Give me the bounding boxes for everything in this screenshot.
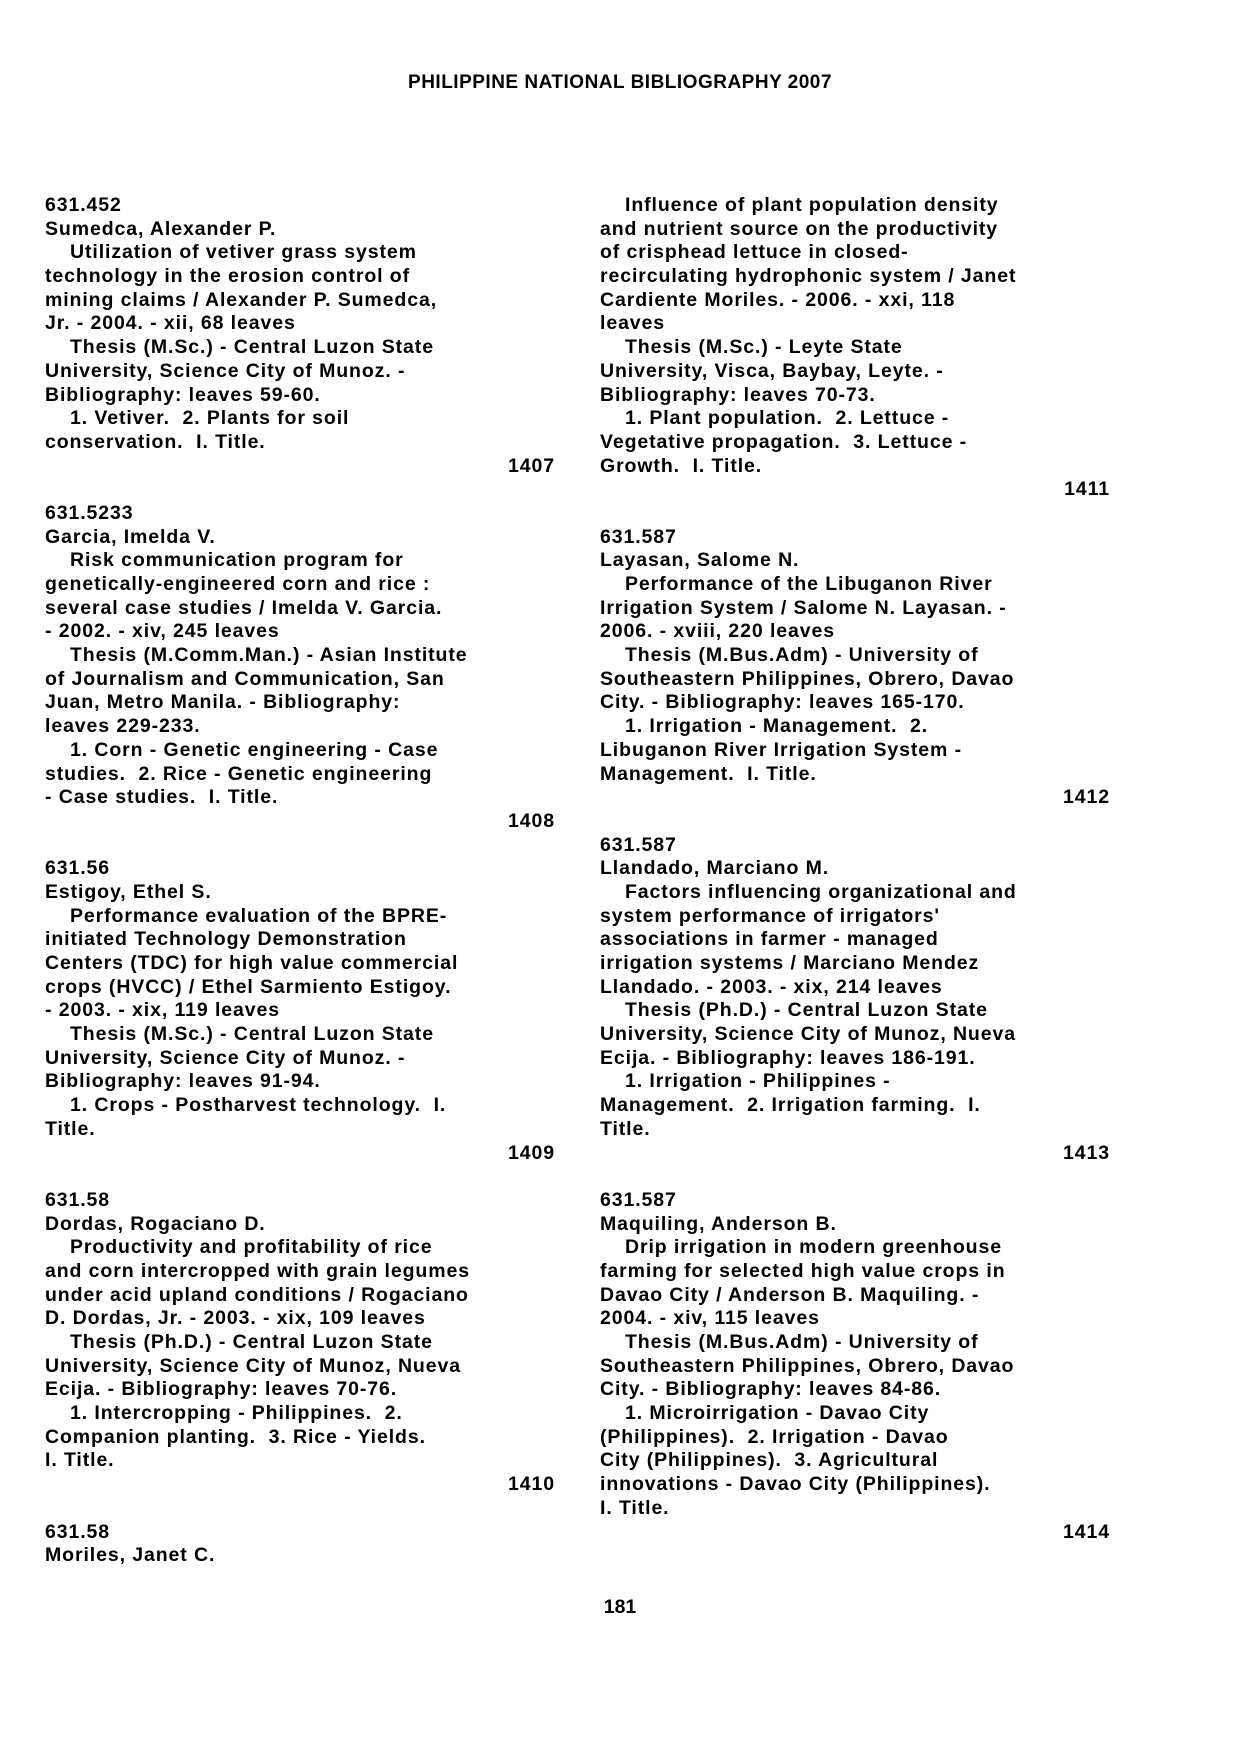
entry-line: Garcia, Imelda V. <box>45 525 216 548</box>
entry-line: Ecija. - Bibliography: leaves 186-191. <box>600 1046 976 1069</box>
entry-line: Cardiente Moriles. - 2006. - xxi, 118 <box>600 288 956 311</box>
entry-line: Sumedca, Alexander P. <box>45 217 277 240</box>
entry-number: 1408 <box>508 809 555 832</box>
entry-line: Layasan, Salome N. <box>600 549 800 572</box>
entry-line: City. - Bibliography: leaves 165-170. <box>600 691 965 714</box>
entry-line: genetically-engineered corn and rice : <box>45 573 431 595</box>
entry-number: 1413 <box>1063 1141 1110 1164</box>
entry-spacer <box>600 502 1110 526</box>
entry-line: Management. 2. Irrigation farming. I. <box>600 1094 981 1117</box>
entry-number: 1407 <box>508 454 555 477</box>
entry-line: 1. Plant population. 2. Lettuce - <box>625 407 950 430</box>
entry-line: 631.587 <box>600 833 677 856</box>
entry-line: 631.58 <box>45 1520 111 1543</box>
entry-line: University, Science City of Munoz. - <box>45 359 406 382</box>
entry-line: Vegetative propagation. 3. Lettuce - <box>600 430 968 453</box>
entry-line: Moriles, Janet C. <box>45 1544 216 1567</box>
entry-line: Bibliography: leaves 59-60. <box>45 383 321 406</box>
entry-line: 1. Irrigation - Management. 2. <box>625 715 929 738</box>
entry-line: City. - Bibliography: leaves 84-86. <box>600 1378 942 1401</box>
entry-line: Centers (TDC) for high value commercial <box>45 952 459 974</box>
entry-line: Drip irrigation in modern greenhouse <box>625 1236 1002 1259</box>
entry-number: 1410 <box>508 1473 555 1496</box>
entry-spacer <box>45 478 555 502</box>
entry-line: Thesis (M.Sc.) - Central Luzon State <box>70 1023 434 1046</box>
entry-line: 631.56 <box>45 857 111 880</box>
page-header: PHILIPPINE NATIONAL BIBLIOGRAPHY 2007 <box>408 72 832 93</box>
entry-line: 631.587 <box>600 1188 677 1211</box>
entry-line: crops (HVCC) / Ethel Sarmiento Estigoy. <box>45 975 452 998</box>
entry-line: Thesis (M.Comm.Man.) - Asian Institute <box>70 644 468 667</box>
entry-line: Libuganon River Irrigation System - <box>600 738 962 761</box>
entry-line: University, Science City of Munoz, Nueva <box>45 1354 461 1377</box>
entry-line: Thesis (M.Sc.) - Leyte State <box>625 336 903 359</box>
entry-line: Thesis (M.Bus.Adm) - University of <box>625 644 979 667</box>
entry-line: Management. I. Title. <box>600 762 817 785</box>
entry-number: 1409 <box>508 1141 555 1164</box>
entry-line: D. Dordas, Jr. - 2003. - xix, 109 leaves <box>45 1307 426 1330</box>
entry-line: Jr. - 2004. - xii, 68 leaves <box>45 312 296 335</box>
entry-line: Thesis (Ph.D.) - Central Luzon State <box>70 1331 433 1353</box>
entry-line: 2006. - xviii, 220 leaves <box>600 620 836 643</box>
entry-line: 1. Vetiver. 2. Plants for soil <box>70 407 350 430</box>
entry-line: 631.58 <box>45 1188 111 1211</box>
entry-number: 1414 <box>1063 1520 1110 1543</box>
entry-line: conservation. I. Title. <box>45 430 266 453</box>
entry-line: of Journalism and Communication, San <box>45 667 445 690</box>
entry-line: Maquiling, Anderson B. <box>600 1212 837 1235</box>
entry-line: leaves 229-233. <box>45 715 201 738</box>
left-column <box>45 194 555 1568</box>
entry-line: Thesis (M.Sc.) - Central Luzon State <box>70 336 434 359</box>
entry-number: 1412 <box>1063 786 1110 809</box>
entry-line: Llandado, Marciano M. <box>600 857 830 880</box>
entry-line: farming for selected high value crops in <box>600 1259 1006 1282</box>
entry-line: University, Science City of Munoz. - <box>45 1046 406 1069</box>
entry-line: Thesis (M.Bus.Adm) - University of <box>625 1331 979 1353</box>
entry-line: 1. Microirrigation - Davao City <box>625 1402 930 1425</box>
entry-line: - 2003. - xix, 119 leaves <box>45 999 281 1022</box>
entry-line: Irrigation System / Salome N. Layasan. - <box>600 596 1007 619</box>
entry-line: Bibliography: leaves 70-73. <box>600 383 876 406</box>
entry-line: (Philippines). 2. Irrigation - Davao <box>600 1425 949 1448</box>
entry-spacer <box>45 1165 555 1189</box>
entry-line: - Case studies. I. Title. <box>45 786 279 809</box>
entry-line: associations in farmer - managed <box>600 928 939 951</box>
entry-line: Risk communication program for <box>70 549 404 572</box>
entry-line: Performance evaluation of the BPRE- <box>70 904 448 927</box>
entry-line: Productivity and profitability of rice <box>70 1236 433 1259</box>
entry-line: Ecija. - Bibliography: leaves 70-76. <box>45 1378 398 1401</box>
entry-line: Llandado. - 2003. - xix, 214 leaves <box>600 975 943 998</box>
entry-line: initiated Technology Demonstration <box>45 928 407 951</box>
entry-line: I. Title. <box>600 1496 670 1519</box>
entry-line: Growth. I. Title. <box>600 454 763 477</box>
entry-line: Estigoy, Ethel S. <box>45 880 212 903</box>
entry-line: Performance of the Libuganon River <box>625 573 993 595</box>
entry-line: 631.5233 <box>45 501 134 524</box>
entry-spacer <box>45 1497 555 1521</box>
entry-line: Juan, Metro Manila. - Bibliography: <box>45 691 401 714</box>
entry-line: and nutrient source on the productivity <box>600 217 999 240</box>
entry-spacer <box>600 810 1110 834</box>
entry-line: 1. Corn - Genetic engineering - Case <box>70 738 439 761</box>
page-number: 181 <box>603 1596 637 1618</box>
right-column <box>600 194 1110 1544</box>
entry-line: of crisphead lettuce in closed- <box>600 241 909 264</box>
entry-line: 631.587 <box>600 525 677 548</box>
entry-line: Bibliography: leaves 91-94. <box>45 1070 321 1093</box>
entry-line: studies. 2. Rice - Genetic engineering <box>45 762 433 785</box>
entry-line: Davao City / Anderson B. Maquiling. - <box>600 1283 980 1306</box>
entry-line: Southeastern Philippines, Obrero, Davao <box>600 667 1015 690</box>
entry-line: I. Title. <box>45 1449 115 1472</box>
entry-line: Dordas, Rogaciano D. <box>45 1212 266 1235</box>
entry-line: 1. Irrigation - Philippines - <box>625 1070 891 1093</box>
entry-line: University, Visca, Baybay, Leyte. - <box>600 359 944 382</box>
entry-line: - 2002. - xiv, 245 leaves <box>45 620 280 643</box>
entry-line: Factors influencing organizational and <box>625 880 1017 903</box>
entry-line: City (Philippines). 3. Agricultural <box>600 1449 939 1472</box>
entry-line: Title. <box>600 1117 651 1140</box>
entry-line: Thesis (Ph.D.) - Central Luzon State <box>625 999 988 1022</box>
entry-line: 1. Intercropping - Philippines. 2. <box>70 1402 403 1425</box>
entry-line: Influence of plant population density <box>625 194 999 216</box>
entry-line: and corn intercropped with grain legumes <box>45 1259 470 1282</box>
entry-line: innovations - Davao City (Philippines). <box>600 1473 991 1496</box>
entry-line: irrigation systems / Marciano Mendez <box>600 952 980 974</box>
entry-line: mining claims / Alexander P. Sumedca, <box>45 288 438 311</box>
entry-spacer <box>45 834 555 858</box>
entry-line: system performance of irrigators' <box>600 904 940 927</box>
entry-line: recirculating hydrophonic system / Janet <box>600 265 1017 288</box>
entry-line: Southeastern Philippines, Obrero, Davao <box>600 1354 1015 1377</box>
entry-spacer <box>600 1165 1110 1189</box>
entry-number: 1411 <box>1064 478 1110 501</box>
entry-line: several case studies / Imelda V. Garcia. <box>45 596 443 619</box>
entry-line: under acid upland conditions / Rogaciano <box>45 1283 469 1306</box>
entry-line: 2004. - xiv, 115 leaves <box>600 1307 820 1330</box>
entry-line: University, Science City of Munoz, Nueva <box>600 1023 1016 1046</box>
entry-line: leaves <box>600 312 666 335</box>
entry-line: Companion planting. 3. Rice - Yields. <box>45 1425 426 1448</box>
entry-line: Title. <box>45 1117 96 1140</box>
entry-line: Utilization of vetiver grass system <box>70 241 417 264</box>
entry-line: 631.452 <box>45 194 122 216</box>
entry-line: technology in the erosion control of <box>45 265 410 288</box>
entry-line: 1. Crops - Postharvest technology. I. <box>70 1094 447 1117</box>
